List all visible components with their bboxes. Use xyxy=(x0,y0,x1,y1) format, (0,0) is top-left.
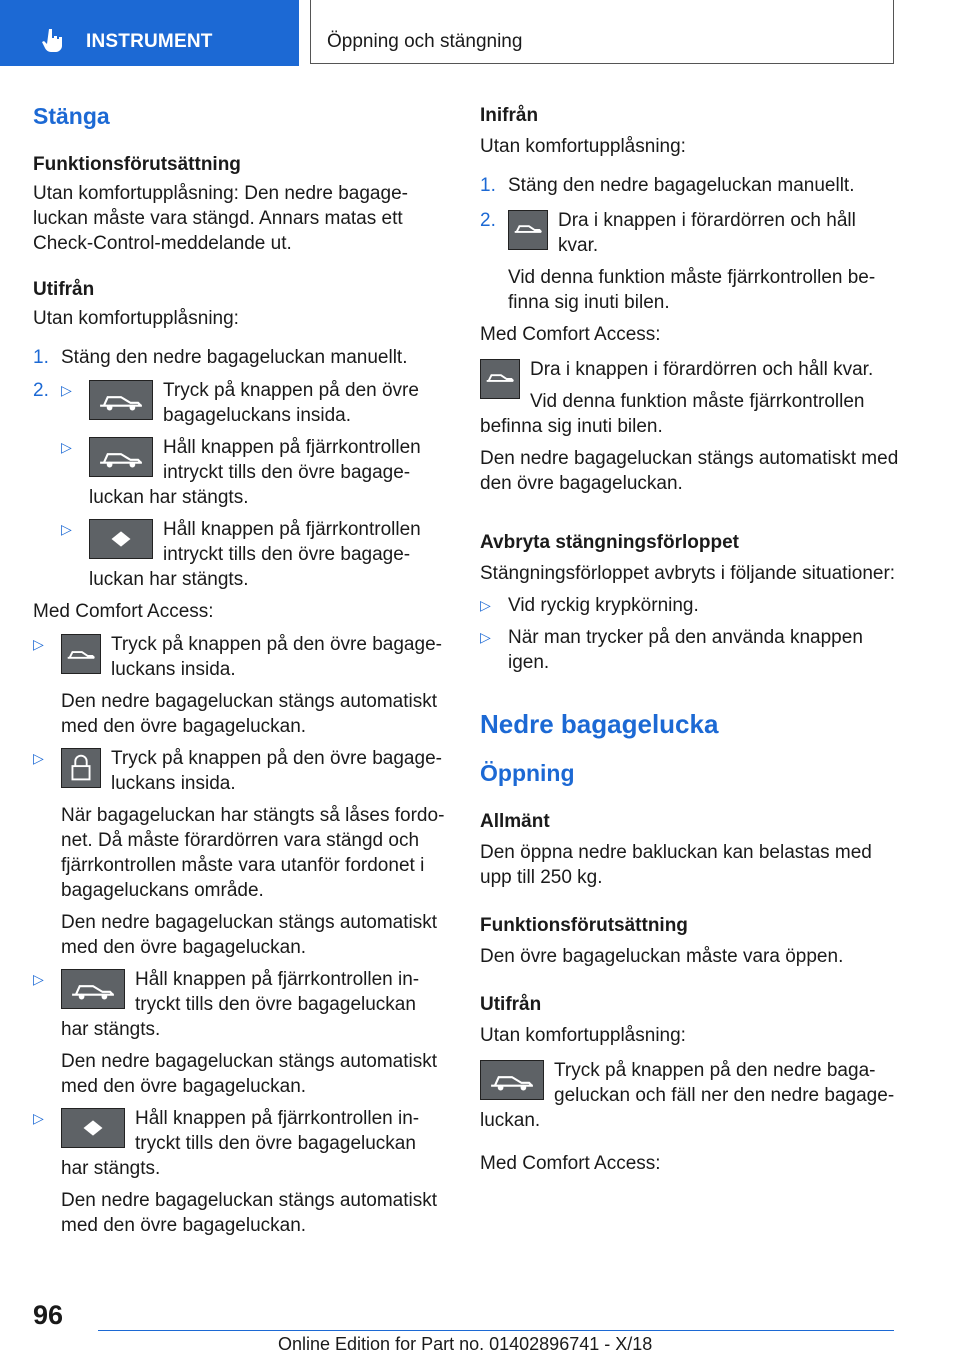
list-item-note: Den nedre bagageluckan stängs automatiskt med den övre bagageluckan. xyxy=(61,912,438,958)
open-block xyxy=(480,1058,900,1133)
comfort-line: Dra i knappen i förardörren och håll kvar. xyxy=(530,359,874,380)
list-item-text: Håll knappen på fjärrkontrollen intryckt tills den övre bagageluckan har stängts. xyxy=(61,1108,420,1179)
lock-icon xyxy=(61,748,101,788)
list-item-text: Håll knappen på fjärrkontrollen intryckt tills den övre bagageluckan har stängts. xyxy=(89,519,421,590)
comfort-note: Vid denna funktion måste fjärrkontrollen befinna sig inuti bilen. xyxy=(480,391,865,437)
footer-divider xyxy=(98,1330,894,1331)
triangle-bullet-icon: ▷ xyxy=(61,439,72,455)
list-item-note: Den nedre bagageluckan stängs automatiskt med den övre bagageluckan. xyxy=(61,1190,438,1236)
car-trunk-icon xyxy=(89,380,153,420)
right-column xyxy=(480,100,900,1176)
step-text: Stäng den nedre bagageluckan manuellt. xyxy=(61,347,408,368)
heading-stanga: Stänga xyxy=(33,103,110,129)
list-item xyxy=(61,517,445,592)
paragraph-comfort-access: Med Comfort Access: xyxy=(480,324,661,345)
triangle-bullet-icon: ▷ xyxy=(33,971,44,987)
step-text: Dra i knappen i förardörren och håll kvar. xyxy=(558,210,856,256)
page-number: 96 xyxy=(33,1300,64,1330)
comfort-block xyxy=(480,357,900,439)
list-item-note: Den nedre bagageluckan stängs automatiskt med den övre bagageluckan. xyxy=(61,1051,438,1097)
triangle-bullet-icon: ▷ xyxy=(33,636,44,652)
step-number: 1. xyxy=(33,347,49,368)
paragraph-funktion: Den övre bagageluckan måste vara öppen. xyxy=(480,946,844,967)
footer-edition: Online Edition for Part no. 01402896741 - X/18 xyxy=(278,1334,653,1354)
list-item-note: Den nedre bagageluckan stängs automatiskt med den övre bagageluckan. xyxy=(61,691,438,737)
list-item-text: Tryck på knappen på den övre bagageluckans insida. xyxy=(111,634,442,680)
paragraph-utan-komfort: Utan komfortupplåsning: xyxy=(480,136,686,157)
heading-nedre-bagagelucka: Nedre bagagelucka xyxy=(480,709,719,739)
step-2 xyxy=(480,208,900,315)
list-item xyxy=(33,967,445,1099)
step-number: 2. xyxy=(33,380,49,401)
heading-utifran: Utifrån xyxy=(33,279,95,300)
list-item-text: Tryck på knappen på den övre bagageluckans insida. xyxy=(163,380,419,426)
list-item xyxy=(33,746,445,960)
step-number: 2. xyxy=(480,210,496,231)
heading-funktionsforutsattning: Funktionsförutsättning xyxy=(480,915,688,936)
section-label: INSTRUMENT xyxy=(86,31,213,52)
chapter-title: Öppning och stängning xyxy=(327,31,523,52)
heading-avbryta: Avbryta stängningsförloppet xyxy=(480,532,739,553)
hand-pointer-icon xyxy=(40,27,66,53)
paragraph-avbryts: Stängningsförloppet avbryts i följande situationer: xyxy=(480,563,896,584)
list-item xyxy=(61,378,445,428)
triangle-bullet-icon: ▷ xyxy=(61,382,72,398)
list-item xyxy=(33,632,445,739)
list-item-note: När bagageluckan har stängts så låses fordonet. Då måste förardörren vara stängd och fjärrkontrollen måste vara utanför fordonet i bagageluckans område. xyxy=(61,805,445,901)
triangle-bullet-icon: ▷ xyxy=(61,521,72,537)
list-item-text: Håll knappen på fjärrkontrollen intryckt tills den övre bagageluckan har stängts. xyxy=(61,969,420,1040)
triangle-bullet-icon: ▷ xyxy=(33,1110,44,1126)
paragraph-funktion: Utan komfortupplåsning: Den nedre bagageluckan måste vara stängd. Annars matas ett Check-Control-meddelande ut. xyxy=(33,183,408,254)
paragraph-utan-komfort: Utan komfortupplåsning: xyxy=(480,1025,686,1046)
chapter-box xyxy=(310,0,894,64)
triangle-bullet-icon: ▷ xyxy=(480,629,491,645)
list-item xyxy=(33,1106,445,1238)
list-item-text: Vid ryckig krypkörning. xyxy=(508,595,699,616)
door-button-icon xyxy=(508,210,548,250)
left-column xyxy=(33,100,445,1238)
list-item xyxy=(61,435,445,510)
step-text: Stäng den nedre bagageluckan manuellt. xyxy=(508,175,855,196)
section-tab xyxy=(0,0,299,66)
paragraph-auto-close: Den nedre bagageluckan stängs automatiskt med den övre bagageluckan. xyxy=(480,448,899,494)
diamond-close-icon xyxy=(89,519,153,559)
heading-utifran: Utifrån xyxy=(480,994,542,1015)
door-button-icon xyxy=(480,359,520,399)
car-trunk-icon xyxy=(89,437,153,477)
heading-allmant: Allmänt xyxy=(480,811,550,832)
step-1 xyxy=(480,173,900,198)
list-item-text: Tryck på knappen på den övre bagageluckans insida. xyxy=(111,748,442,794)
paragraph-utan-komfort: Utan komfortupplåsning: xyxy=(33,308,239,329)
step-number: 1. xyxy=(480,175,496,196)
car-trunk-icon xyxy=(480,1060,544,1100)
paragraph-comfort-access: Med Comfort Access: xyxy=(480,1153,661,1174)
car-trunk-icon xyxy=(61,969,125,1009)
step-2 xyxy=(33,378,445,592)
triangle-bullet-icon: ▷ xyxy=(33,750,44,766)
triangle-bullet-icon: ▷ xyxy=(480,597,491,613)
list-item-text: När man trycker på den använda knappen igen. xyxy=(508,627,863,673)
list-item xyxy=(480,625,900,675)
step-note: Vid denna funktion måste fjärrkontrollen befinna sig inuti bilen. xyxy=(508,267,876,313)
page-header xyxy=(0,0,960,66)
paragraph-comfort-access: Med Comfort Access: xyxy=(33,601,214,622)
heading-funktionsforutsattning: Funktionsförutsättning xyxy=(33,154,241,175)
step-1 xyxy=(33,345,445,370)
heading-oppning: Öppning xyxy=(480,760,575,786)
diamond-close-icon xyxy=(61,1108,125,1148)
list-item-text: Håll knappen på fjärrkontrollen intryckt tills den övre bagageluckan har stängts. xyxy=(89,437,421,508)
list-item xyxy=(480,593,900,618)
heading-inifran: Inifrån xyxy=(480,105,539,126)
paragraph-allmant: Den öppna nedre bakluckan kan belastas med upp till 250 kg. xyxy=(480,842,872,888)
trunk-close-button-icon xyxy=(61,634,101,674)
paragraph-tryck: Tryck på knappen på den nedre bagageluckan och fäll ner den nedre bagageluckan. xyxy=(480,1060,895,1131)
